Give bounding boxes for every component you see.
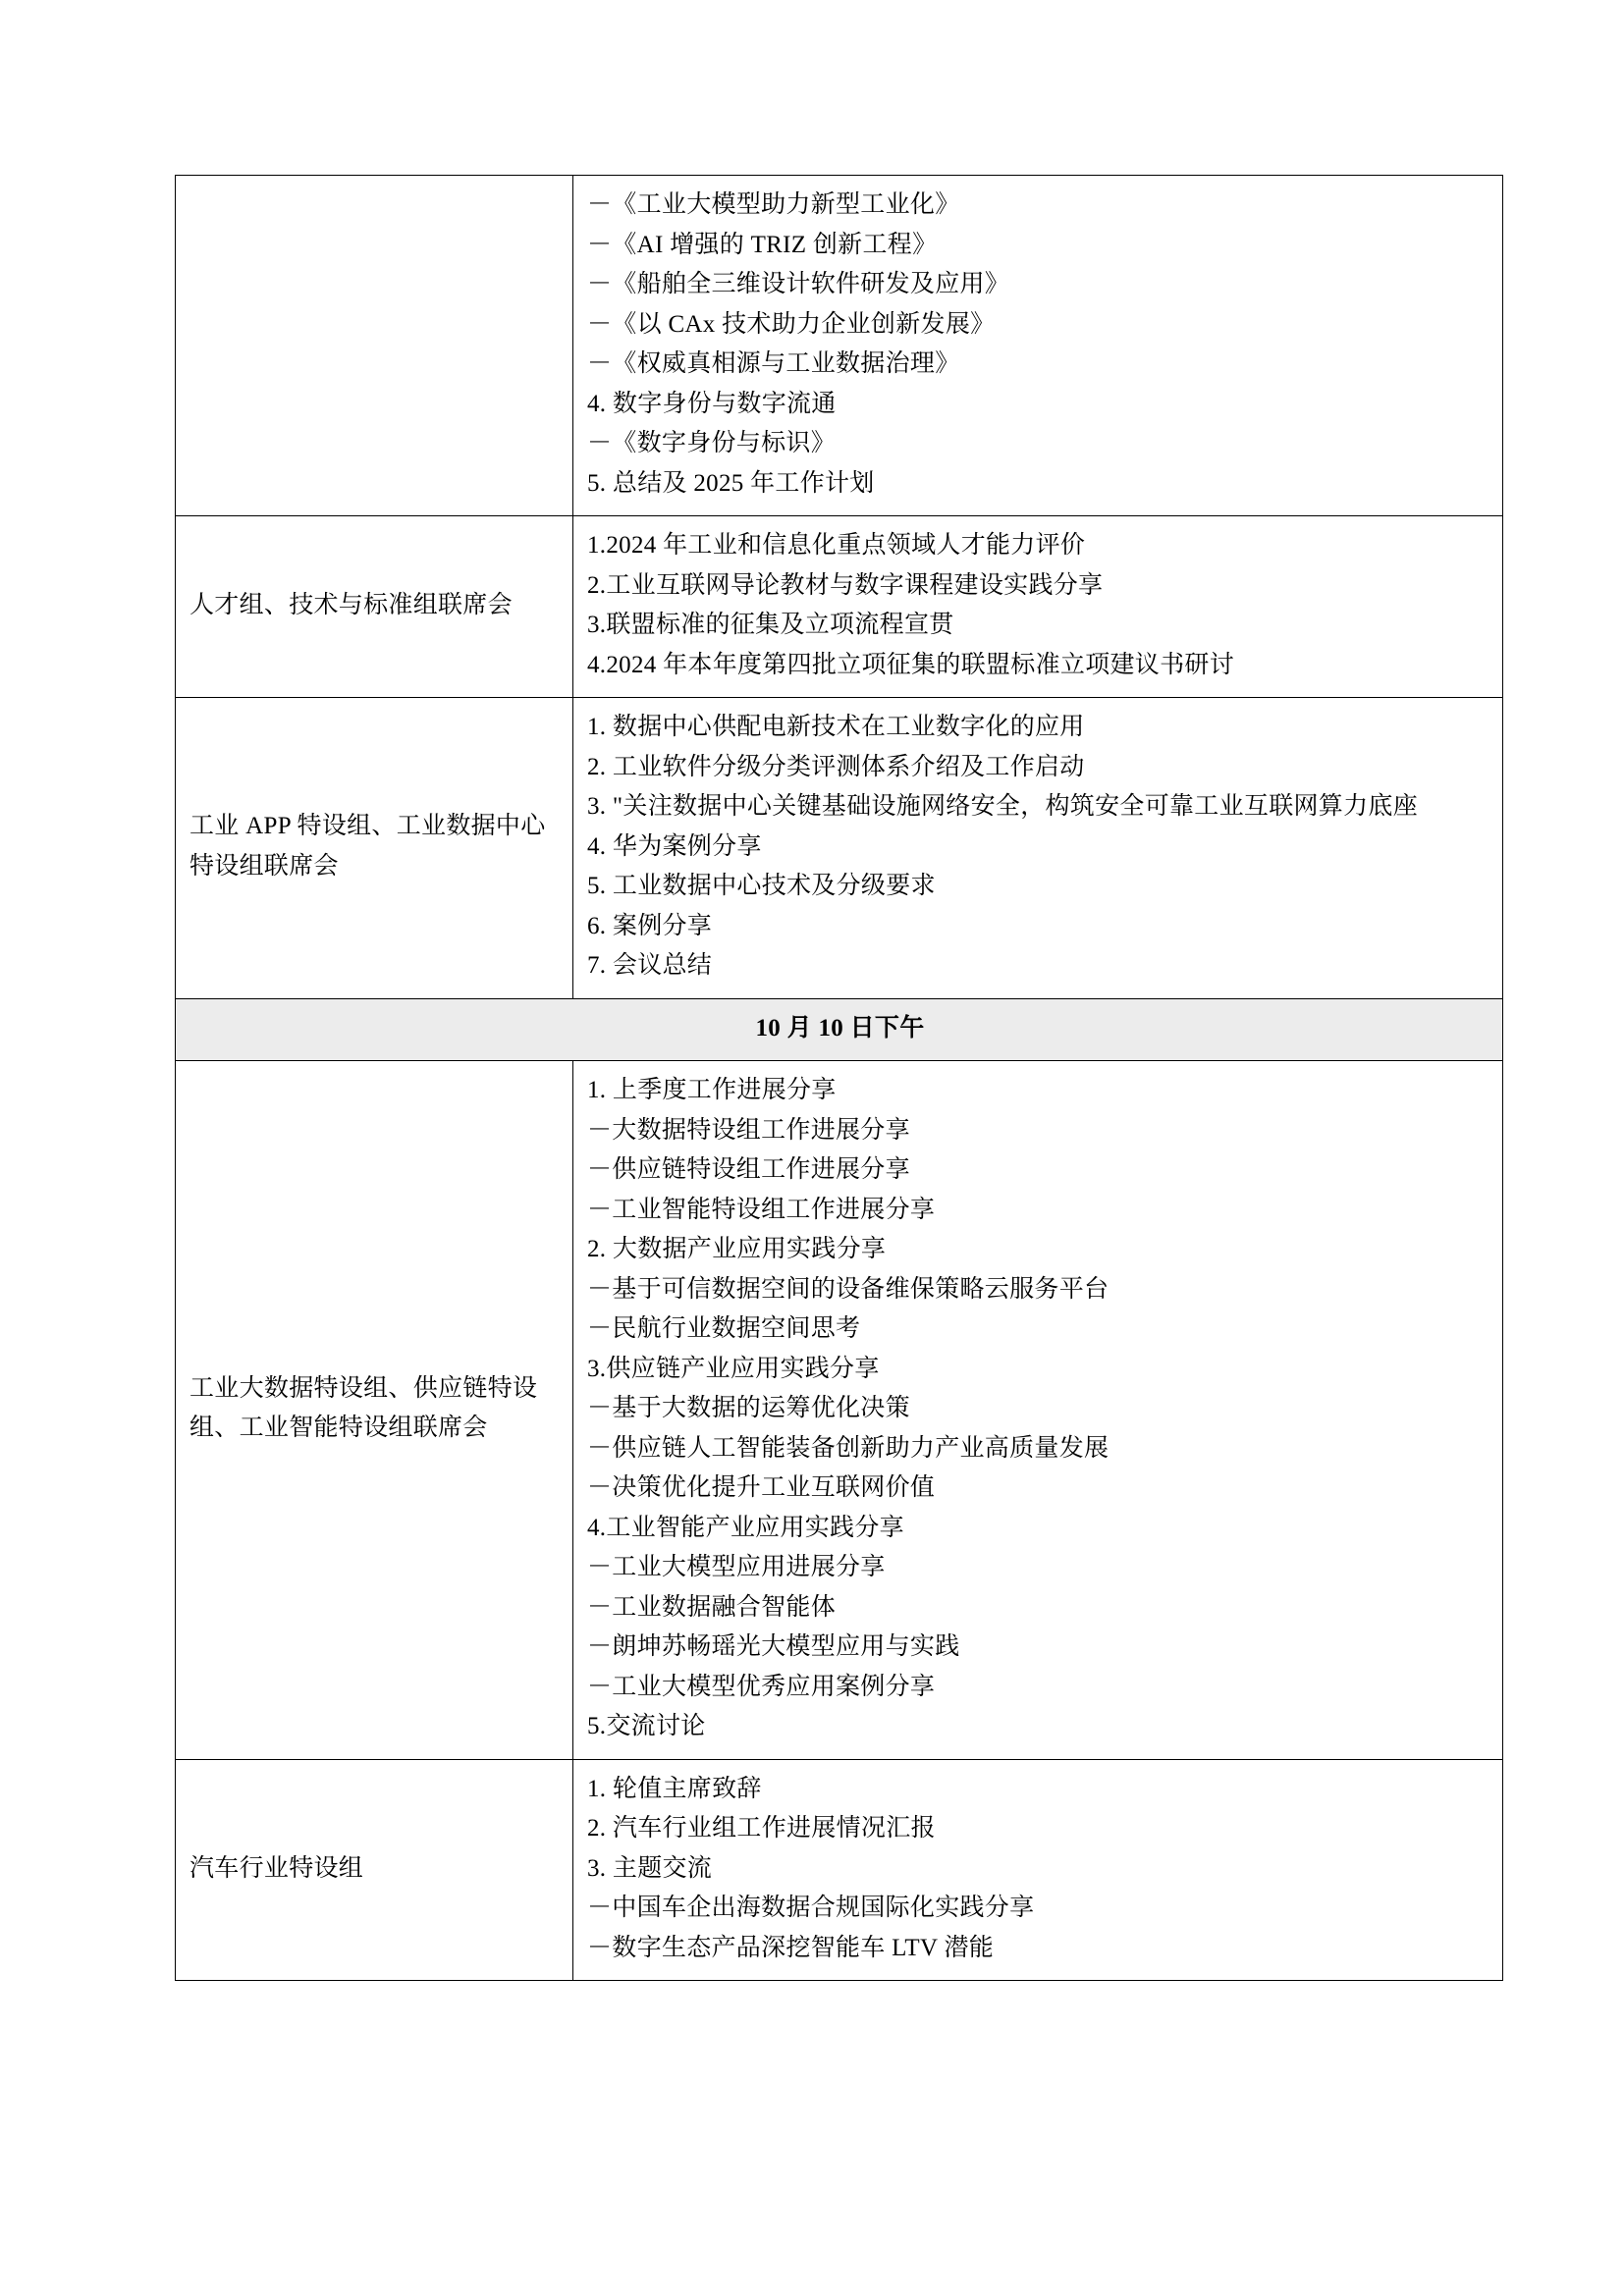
table-row-section: [176, 998, 1503, 1061]
agenda-group-cell: [176, 516, 573, 698]
table-row: [176, 176, 1503, 516]
table-row: [176, 516, 1503, 698]
list-item: －大数据特设组工作进展分享: [587, 1116, 910, 1144]
list-item: －工业数据融合智能体: [587, 1593, 837, 1621]
list-item: 4.工业智能产业应用实践分享: [587, 1514, 904, 1541]
list-item: 3.联盟标准的征集及立项流程宣贯: [587, 612, 954, 638]
list-item: －供应链人工智能装备创新助力产业高质量发展: [587, 1434, 1110, 1462]
agenda-item-list: [587, 186, 1490, 504]
list-item: －供应链特设组工作进展分享: [587, 1156, 910, 1183]
agenda-group-cell: [176, 176, 573, 516]
agenda-item-list: [587, 526, 1490, 685]
list-item: －数字生态产品深挖智能车 LTV 潜能: [587, 1934, 995, 1961]
list-item: 1. 上季度工作进展分享: [587, 1077, 837, 1103]
agenda-group-name: 人才组、技术与标准组联席会: [189, 591, 513, 618]
list-item: －《数字身份与标识》: [587, 430, 837, 456]
agenda-content-cell: [573, 1759, 1503, 1981]
list-item: －《AI 增强的 TRIZ 创新工程》: [587, 231, 938, 258]
list-item: 2.工业互联网导论教材与数字课程建设实践分享: [587, 571, 1104, 599]
list-item: －民航行业数据空间思考: [587, 1315, 861, 1342]
list-item: 5.交流讨论: [587, 1713, 706, 1739]
list-item: 3.供应链产业应用实践分享: [587, 1355, 880, 1382]
list-item: －《工业大模型助力新型工业化》: [587, 191, 960, 218]
list-item: 2. 工业软件分级分类评测体系介绍及工作启动: [587, 753, 1085, 780]
agenda-group-cell: [176, 1061, 573, 1760]
agenda-group-name: 汽车行业特设组: [189, 1854, 364, 1882]
list-item: 5. 总结及 2025 年工作计划: [587, 469, 875, 497]
table-row: [176, 1061, 1503, 1760]
agenda-content-cell: [573, 698, 1503, 999]
table-row: [176, 698, 1503, 999]
list-item: 3. 主题交流: [587, 1854, 713, 1882]
list-item: －工业大模型应用进展分享: [587, 1554, 886, 1580]
agenda-content-cell: [573, 1061, 1503, 1760]
agenda-item-list: [587, 1770, 1490, 1969]
list-item: 4. 数字身份与数字流通: [587, 390, 837, 417]
list-item: －朗坤苏畅瑶光大模型应用与实践: [587, 1633, 960, 1660]
list-item: －中国车企出海数据合规国际化实践分享: [587, 1895, 1035, 1921]
list-item: 2. 大数据产业应用实践分享: [587, 1236, 887, 1262]
agenda-group-cell: [176, 1759, 573, 1981]
list-item: 3. "关注数据中心关键基础设施网络安全，构筑安全可靠工业互联网算力底座: [587, 793, 1419, 820]
list-item: －工业智能特设组工作进展分享: [587, 1196, 936, 1223]
list-item: －基于可信数据空间的设备维保策略云服务平台: [587, 1275, 1110, 1303]
list-item: －基于大数据的运筹优化决策: [587, 1395, 910, 1421]
list-item: －《船舶全三维设计软件研发及应用》: [587, 271, 1010, 297]
agenda-item-list: [587, 1071, 1490, 1747]
table-row: [176, 1759, 1503, 1981]
agenda-group-name: 工业 APP 特设组、工业数据中心特设组联席会: [189, 813, 546, 880]
list-item: 6. 案例分享: [587, 912, 713, 939]
agenda-content-cell: [573, 516, 1503, 698]
list-item: －工业大模型优秀应用案例分享: [587, 1673, 936, 1700]
list-item: 1. 轮值主席致辞: [587, 1775, 762, 1802]
agenda-table: [175, 175, 1503, 1981]
list-item: 5. 工业数据中心技术及分级要求: [587, 873, 936, 899]
list-item: 4.2024 年本年度第四批立项征集的联盟标准立项建议书研讨: [587, 651, 1235, 678]
agenda-table-body: [176, 176, 1503, 1981]
list-item: －《权威真相源与工业数据治理》: [587, 350, 960, 377]
agenda-content-cell: [573, 176, 1503, 516]
agenda-group-name: 工业大数据特设组、供应链特设组、工业智能特设组联席会: [189, 1374, 538, 1442]
list-item: 1.2024 年工业和信息化重点领域人才能力评价: [587, 532, 1086, 559]
list-item: －《以 CAx 技术助力企业创新发展》: [587, 310, 996, 338]
section-header-date: 10 月 10 日下午: [176, 998, 1503, 1061]
list-item: －决策优化提升工业互联网价值: [587, 1474, 936, 1501]
agenda-item-list: [587, 708, 1490, 987]
list-item: 2. 汽车行业组工作进展情况汇报: [587, 1815, 936, 1842]
list-item: 1. 数据中心供配电新技术在工业数字化的应用: [587, 714, 1085, 740]
agenda-group-cell: [176, 698, 573, 999]
list-item: 7. 会议总结: [587, 952, 713, 979]
list-item: 4. 华为案例分享: [587, 832, 762, 860]
